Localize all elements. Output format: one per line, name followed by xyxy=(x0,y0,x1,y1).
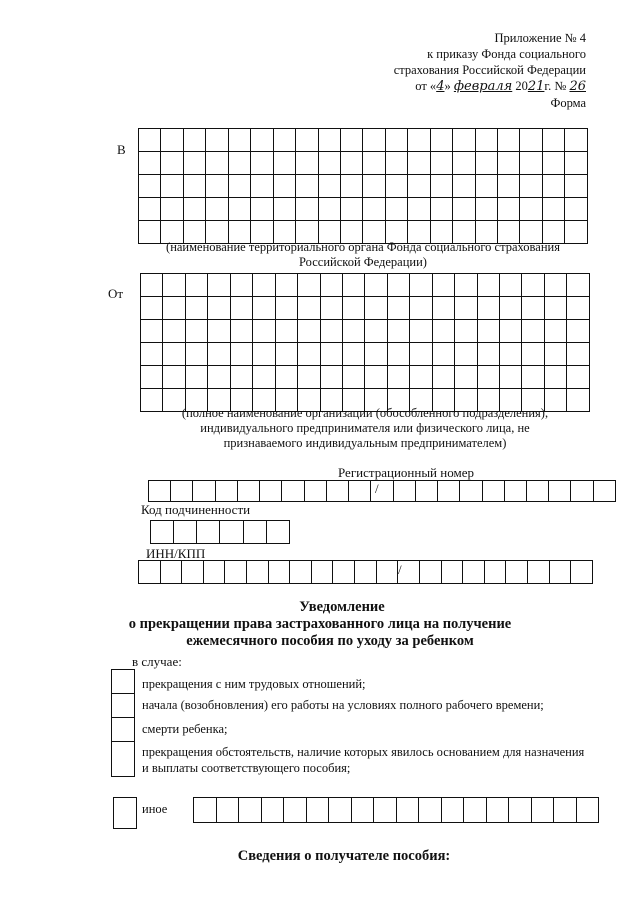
grid-cell[interactable] xyxy=(387,274,409,297)
grid-cell[interactable] xyxy=(320,320,342,343)
grid-cell[interactable] xyxy=(365,297,387,320)
grid-cell[interactable] xyxy=(253,343,275,366)
grid-cell[interactable] xyxy=(363,129,385,152)
grid-cell[interactable] xyxy=(363,175,385,198)
grid-cell[interactable] xyxy=(161,175,183,198)
grid-cell[interactable] xyxy=(453,175,475,198)
grid-cell[interactable] xyxy=(340,129,362,152)
grid-cell[interactable] xyxy=(410,320,432,343)
grid-cell[interactable] xyxy=(251,129,273,152)
grid-cell[interactable] xyxy=(151,521,174,544)
option4-text xyxy=(142,744,584,776)
from-caption xyxy=(140,406,590,451)
grid-cell[interactable] xyxy=(228,129,250,152)
option4-line1: прекращения обстоятельств, наличие которых явилось основанием для назначения xyxy=(142,745,585,759)
order-number: 26 xyxy=(569,79,586,94)
from-caption-line1: (полное наименование организации (обособленного подразделения), xyxy=(181,406,549,420)
grid-cell[interactable] xyxy=(565,198,588,221)
grid-cell[interactable] xyxy=(477,274,499,297)
grid-cell[interactable] xyxy=(526,481,548,502)
grid-cell[interactable] xyxy=(486,798,509,823)
grid-cell[interactable] xyxy=(220,521,243,544)
grid-cell[interactable] xyxy=(193,481,215,502)
grid-cell[interactable] xyxy=(565,152,588,175)
recipient-section-title: Сведения о получателе пособия: xyxy=(237,848,451,864)
grid-cell[interactable] xyxy=(139,129,161,152)
grid-cell[interactable] xyxy=(296,129,318,152)
grid-cell[interactable] xyxy=(387,343,409,366)
date-year-suffix: 21 xyxy=(527,79,545,94)
grid-cell[interactable] xyxy=(306,798,329,823)
checkbox-other[interactable] xyxy=(113,797,137,829)
grid-cell[interactable] xyxy=(185,297,207,320)
grid-cell[interactable] xyxy=(139,198,161,221)
grid-cell[interactable] xyxy=(206,175,228,198)
other-reason-grid[interactable] xyxy=(193,797,599,823)
subordination-code-grid[interactable] xyxy=(150,520,290,544)
grid-cell[interactable] xyxy=(460,481,482,502)
grid-cell[interactable] xyxy=(593,481,615,502)
grid-cell[interactable] xyxy=(326,481,348,502)
grid-cell[interactable] xyxy=(477,343,499,366)
grid-cell[interactable] xyxy=(410,274,432,297)
grid-cell[interactable] xyxy=(544,320,566,343)
grid-cell[interactable] xyxy=(275,366,297,389)
grid-cell[interactable] xyxy=(284,798,307,823)
grid-cell[interactable] xyxy=(522,366,544,389)
grid-cell[interactable] xyxy=(318,152,340,175)
grid-cell[interactable] xyxy=(565,175,588,198)
grid-cell[interactable] xyxy=(542,129,564,152)
notice-subtitle-line2: ежемесячного пособия по уходу за ребенком xyxy=(186,633,474,649)
grid-cell[interactable] xyxy=(298,297,320,320)
grid-cell[interactable] xyxy=(527,561,549,584)
grid-cell[interactable] xyxy=(185,320,207,343)
grid-cell[interactable] xyxy=(363,198,385,221)
grid-cell[interactable] xyxy=(498,152,520,175)
grid-cell[interactable] xyxy=(185,366,207,389)
grid-cell[interactable] xyxy=(183,198,205,221)
grid-cell[interactable] xyxy=(161,129,183,152)
to-caption xyxy=(138,240,588,270)
grid-cell[interactable] xyxy=(520,175,542,198)
grid-cell[interactable] xyxy=(475,129,497,152)
grid-cell[interactable] xyxy=(182,561,204,584)
grid-cell[interactable] xyxy=(544,343,566,366)
fund-name: страхования Российской Федерации xyxy=(393,63,586,77)
grid-cell[interactable] xyxy=(571,481,593,502)
grid-cell[interactable] xyxy=(296,175,318,198)
registration-label: Регистрационный номер xyxy=(338,465,474,480)
grid-cell[interactable] xyxy=(455,320,477,343)
grid-cell[interactable] xyxy=(576,798,599,823)
grid-cell[interactable] xyxy=(477,320,499,343)
grid-cell[interactable] xyxy=(230,320,252,343)
date-mid: » xyxy=(444,79,451,93)
grid-cell[interactable] xyxy=(320,366,342,389)
grid-cell[interactable] xyxy=(253,297,275,320)
grid-cell[interactable] xyxy=(141,343,163,366)
grid-cell[interactable] xyxy=(225,561,247,584)
to-label: В xyxy=(117,142,126,157)
grid-cell[interactable] xyxy=(410,297,432,320)
grid-cell[interactable] xyxy=(275,297,297,320)
appendix-header xyxy=(394,30,586,111)
checkbox-option2[interactable] xyxy=(111,693,135,718)
grid-cell[interactable] xyxy=(251,175,273,198)
inn-kpp-label: ИНН/КПП xyxy=(146,546,206,561)
grid-cell[interactable] xyxy=(208,320,230,343)
grid-cell[interactable] xyxy=(441,561,463,584)
grid-cell[interactable] xyxy=(432,343,454,366)
grid-cell[interactable] xyxy=(290,561,312,584)
grid-cell[interactable] xyxy=(230,366,252,389)
grid-cell[interactable] xyxy=(484,561,506,584)
to-authority-grid[interactable] xyxy=(138,128,588,244)
grid-cell[interactable] xyxy=(174,521,197,544)
grid-cell[interactable] xyxy=(567,274,590,297)
date-prefix: от « xyxy=(415,79,437,93)
date-day: 4 xyxy=(436,79,445,94)
appendix-number: Приложение № 4 xyxy=(494,31,586,45)
grid-cell[interactable] xyxy=(320,343,342,366)
grid-cell[interactable] xyxy=(228,175,250,198)
grid-cell[interactable] xyxy=(522,320,544,343)
grid-cell[interactable] xyxy=(430,152,452,175)
grid-cell[interactable] xyxy=(432,297,454,320)
grid-cell[interactable] xyxy=(185,274,207,297)
grid-cell[interactable] xyxy=(419,798,442,823)
grid-cell[interactable] xyxy=(228,152,250,175)
grid-cell[interactable] xyxy=(333,561,355,584)
grid-cell[interactable] xyxy=(161,198,183,221)
grid-cell[interactable] xyxy=(475,175,497,198)
grid-cell[interactable] xyxy=(498,198,520,221)
grid-cell[interactable] xyxy=(216,798,239,823)
grid-cell[interactable] xyxy=(567,297,590,320)
grid-cell[interactable] xyxy=(482,481,504,502)
grid-cell[interactable] xyxy=(275,343,297,366)
grid-cell[interactable] xyxy=(387,366,409,389)
grid-cell[interactable] xyxy=(251,152,273,175)
grid-cell[interactable] xyxy=(500,366,522,389)
grid-cell[interactable] xyxy=(432,366,454,389)
grid-cell[interactable] xyxy=(342,274,364,297)
grid-cell[interactable] xyxy=(365,343,387,366)
grid-cell[interactable] xyxy=(298,366,320,389)
grid-cell[interactable] xyxy=(273,129,295,152)
grid-cell[interactable] xyxy=(385,198,407,221)
grid-cell[interactable] xyxy=(463,561,485,584)
grid-cell[interactable] xyxy=(567,343,590,366)
grid-cell[interactable] xyxy=(268,561,290,584)
grid-cell[interactable] xyxy=(183,129,205,152)
grid-cell[interactable] xyxy=(387,320,409,343)
grid-cell[interactable] xyxy=(567,320,590,343)
grid-cell[interactable] xyxy=(387,297,409,320)
grid-cell[interactable] xyxy=(455,274,477,297)
grid-cell[interactable] xyxy=(365,366,387,389)
grid-cell[interactable] xyxy=(453,129,475,152)
grid-cell[interactable] xyxy=(385,175,407,198)
grid-cell[interactable] xyxy=(385,129,407,152)
grid-cell[interactable] xyxy=(544,274,566,297)
grid-cell[interactable] xyxy=(520,152,542,175)
grid-cell[interactable] xyxy=(318,175,340,198)
grid-cell[interactable] xyxy=(365,274,387,297)
option1-text: прекращения с ним трудовых отношений; xyxy=(142,677,366,691)
notice-title: Уведомление xyxy=(299,599,385,615)
grid-cell[interactable] xyxy=(365,320,387,343)
grid-cell[interactable] xyxy=(544,366,566,389)
grid-cell[interactable] xyxy=(318,129,340,152)
grid-cell[interactable] xyxy=(183,175,205,198)
grid-cell[interactable] xyxy=(475,198,497,221)
grid-cell[interactable] xyxy=(247,561,269,584)
grid-cell[interactable] xyxy=(206,152,228,175)
grid-cell[interactable] xyxy=(208,366,230,389)
grid-cell[interactable] xyxy=(415,481,437,502)
grid-cell[interactable] xyxy=(141,366,163,389)
grid-cell[interactable] xyxy=(504,481,526,502)
grid-cell[interactable] xyxy=(522,343,544,366)
grid-cell[interactable] xyxy=(410,343,432,366)
from-label: От xyxy=(108,286,124,301)
grid-cell[interactable] xyxy=(230,274,252,297)
grid-cell[interactable] xyxy=(500,274,522,297)
grid-cell[interactable] xyxy=(475,152,497,175)
grid-cell[interactable] xyxy=(500,343,522,366)
option4-line2: и выплаты соответствующего пособия; xyxy=(142,761,351,775)
inn-kpp-grid[interactable] xyxy=(138,560,593,584)
grid-cell[interactable] xyxy=(542,175,564,198)
grid-cell[interactable] xyxy=(273,175,295,198)
grid-cell[interactable] xyxy=(342,297,364,320)
option3-text: смерти ребенка; xyxy=(142,722,228,736)
grid-cell[interactable] xyxy=(239,798,262,823)
grid-cell[interactable] xyxy=(340,175,362,198)
grid-cell[interactable] xyxy=(298,343,320,366)
grid-cell[interactable] xyxy=(203,561,225,584)
grid-cell[interactable] xyxy=(298,274,320,297)
from-caption-line3: признаваемого индивидуальным предпринимателем) xyxy=(223,436,507,450)
grid-cell[interactable] xyxy=(419,561,441,584)
grid-cell[interactable] xyxy=(296,198,318,221)
grid-cell[interactable] xyxy=(455,366,477,389)
order-date xyxy=(394,78,586,95)
grid-cell[interactable] xyxy=(542,152,564,175)
grid-cell[interactable] xyxy=(342,366,364,389)
grid-cell[interactable] xyxy=(141,297,163,320)
checkbox-option4[interactable] xyxy=(111,741,135,777)
grid-cell[interactable] xyxy=(441,798,464,823)
grid-cell[interactable] xyxy=(498,175,520,198)
grid-cell[interactable] xyxy=(139,152,161,175)
grid-cell[interactable] xyxy=(139,561,161,584)
grid-cell[interactable] xyxy=(430,129,452,152)
grid-cell[interactable] xyxy=(253,320,275,343)
grid-cell[interactable] xyxy=(161,152,183,175)
grid-cell[interactable] xyxy=(342,320,364,343)
date-month: февраля xyxy=(453,79,513,94)
grid-cell[interactable] xyxy=(351,798,374,823)
grid-cell[interactable] xyxy=(318,198,340,221)
grid-cell[interactable] xyxy=(477,366,499,389)
notice-subtitle-line1: о прекращении права застрахованного лица на получение xyxy=(128,616,512,632)
grid-cell[interactable] xyxy=(571,561,593,584)
grid-cell[interactable] xyxy=(230,297,252,320)
date-number-label: г. № xyxy=(544,79,567,93)
registration-number-grid[interactable] xyxy=(148,480,616,502)
grid-cell[interactable] xyxy=(340,152,362,175)
grid-cell[interactable] xyxy=(206,129,228,152)
grid-cell[interactable] xyxy=(149,481,171,502)
grid-cell[interactable] xyxy=(544,297,566,320)
grid-cell[interactable] xyxy=(215,481,237,502)
from-caption-line2: индивидуального предпринимателя или физического лица, не xyxy=(200,421,530,435)
grid-cell[interactable] xyxy=(197,521,220,544)
grid-cell[interactable] xyxy=(296,152,318,175)
grid-cell[interactable] xyxy=(260,481,282,502)
grid-cell[interactable] xyxy=(340,198,362,221)
to-caption-line1: (наименование территориального органа Фонда социального страхования xyxy=(166,240,560,254)
grid-cell[interactable] xyxy=(266,521,289,544)
grid-cell[interactable] xyxy=(477,297,499,320)
grid-cell[interactable] xyxy=(408,198,430,221)
to-caption-line2: Российской Федерации) xyxy=(299,255,427,269)
grid-cell[interactable] xyxy=(363,152,385,175)
grid-cell[interactable] xyxy=(273,198,295,221)
grid-cell[interactable] xyxy=(464,798,487,823)
grid-cell[interactable] xyxy=(453,152,475,175)
grid-cell[interactable] xyxy=(522,297,544,320)
grid-cell[interactable] xyxy=(349,481,371,502)
grid-cell[interactable] xyxy=(163,343,185,366)
grid-cell[interactable] xyxy=(206,198,228,221)
grid-cell[interactable] xyxy=(342,343,364,366)
option2-text: начала (возобновления) его работы на условиях полного рабочего времени; xyxy=(142,698,544,712)
grid-cell[interactable] xyxy=(453,198,475,221)
grid-cell[interactable] xyxy=(438,481,460,502)
grid-cell[interactable] xyxy=(320,297,342,320)
grid-cell[interactable] xyxy=(194,798,217,823)
grid-cell[interactable] xyxy=(329,798,352,823)
grid-cell[interactable] xyxy=(565,129,588,152)
grid-cell[interactable] xyxy=(171,481,193,502)
grid-cell[interactable] xyxy=(408,152,430,175)
grid-cell[interactable] xyxy=(208,297,230,320)
grid-cell[interactable] xyxy=(355,561,377,584)
grid-cell[interactable] xyxy=(520,198,542,221)
grid-cell[interactable] xyxy=(183,152,205,175)
grid-cell[interactable] xyxy=(455,297,477,320)
grid-cell[interactable] xyxy=(430,175,452,198)
order-reference: к приказу Фонда социального xyxy=(427,47,586,61)
grid-cell[interactable] xyxy=(139,175,161,198)
checkbox-option1[interactable] xyxy=(111,669,135,694)
grid-cell[interactable] xyxy=(522,274,544,297)
grid-cell[interactable] xyxy=(208,274,230,297)
grid-cell[interactable] xyxy=(430,198,452,221)
grid-cell[interactable] xyxy=(230,343,252,366)
grid-cell[interactable] xyxy=(432,320,454,343)
grid-cell[interactable] xyxy=(498,129,520,152)
grid-cell[interactable] xyxy=(376,561,398,584)
grid-cell[interactable] xyxy=(251,198,273,221)
grid-cell[interactable] xyxy=(408,129,430,152)
inn-kpp-separator: / xyxy=(398,562,402,577)
grid-cell[interactable] xyxy=(253,274,275,297)
grid-cell[interactable] xyxy=(275,320,297,343)
from-organization-grid[interactable] xyxy=(140,273,590,412)
grid-cell[interactable] xyxy=(282,481,304,502)
grid-cell[interactable] xyxy=(228,198,250,221)
grid-cell[interactable] xyxy=(509,798,532,823)
grid-cell[interactable] xyxy=(141,274,163,297)
grid-cell[interactable] xyxy=(253,366,275,389)
grid-cell[interactable] xyxy=(298,320,320,343)
date-year-prefix: 20 xyxy=(515,79,528,93)
grid-cell[interactable] xyxy=(163,297,185,320)
grid-cell[interactable] xyxy=(237,481,259,502)
grid-cell[interactable] xyxy=(396,798,419,823)
grid-cell[interactable] xyxy=(311,561,333,584)
grid-cell[interactable] xyxy=(304,481,326,502)
grid-cell[interactable] xyxy=(542,198,564,221)
other-label: иное xyxy=(142,802,168,816)
grid-cell[interactable] xyxy=(567,366,590,389)
grid-cell[interactable] xyxy=(410,366,432,389)
cases-intro: в случае: xyxy=(132,654,182,669)
grid-cell[interactable] xyxy=(500,297,522,320)
grid-cell[interactable] xyxy=(320,274,342,297)
grid-cell[interactable] xyxy=(163,320,185,343)
grid-cell[interactable] xyxy=(549,481,571,502)
grid-cell[interactable] xyxy=(141,320,163,343)
grid-cell[interactable] xyxy=(432,274,454,297)
grid-cell[interactable] xyxy=(163,274,185,297)
form-label: Форма xyxy=(550,96,586,110)
grid-cell[interactable] xyxy=(374,798,397,823)
checkbox-option3[interactable] xyxy=(111,717,135,742)
grid-cell[interactable] xyxy=(273,152,295,175)
grid-cell[interactable] xyxy=(261,798,284,823)
grid-cell[interactable] xyxy=(275,274,297,297)
grid-cell[interactable] xyxy=(554,798,577,823)
grid-cell[interactable] xyxy=(549,561,571,584)
grid-cell[interactable] xyxy=(185,343,207,366)
grid-cell[interactable] xyxy=(163,366,185,389)
grid-cell[interactable] xyxy=(208,343,230,366)
grid-cell[interactable] xyxy=(160,561,182,584)
grid-cell[interactable] xyxy=(520,129,542,152)
grid-cell[interactable] xyxy=(455,343,477,366)
grid-cell[interactable] xyxy=(243,521,266,544)
grid-cell[interactable] xyxy=(385,152,407,175)
grid-cell[interactable] xyxy=(506,561,528,584)
subordination-label: Код подчиненности xyxy=(141,502,251,517)
grid-cell[interactable] xyxy=(393,481,415,502)
grid-cell[interactable] xyxy=(408,175,430,198)
registration-separator: / xyxy=(375,481,379,496)
grid-cell[interactable] xyxy=(531,798,554,823)
grid-cell[interactable] xyxy=(500,320,522,343)
